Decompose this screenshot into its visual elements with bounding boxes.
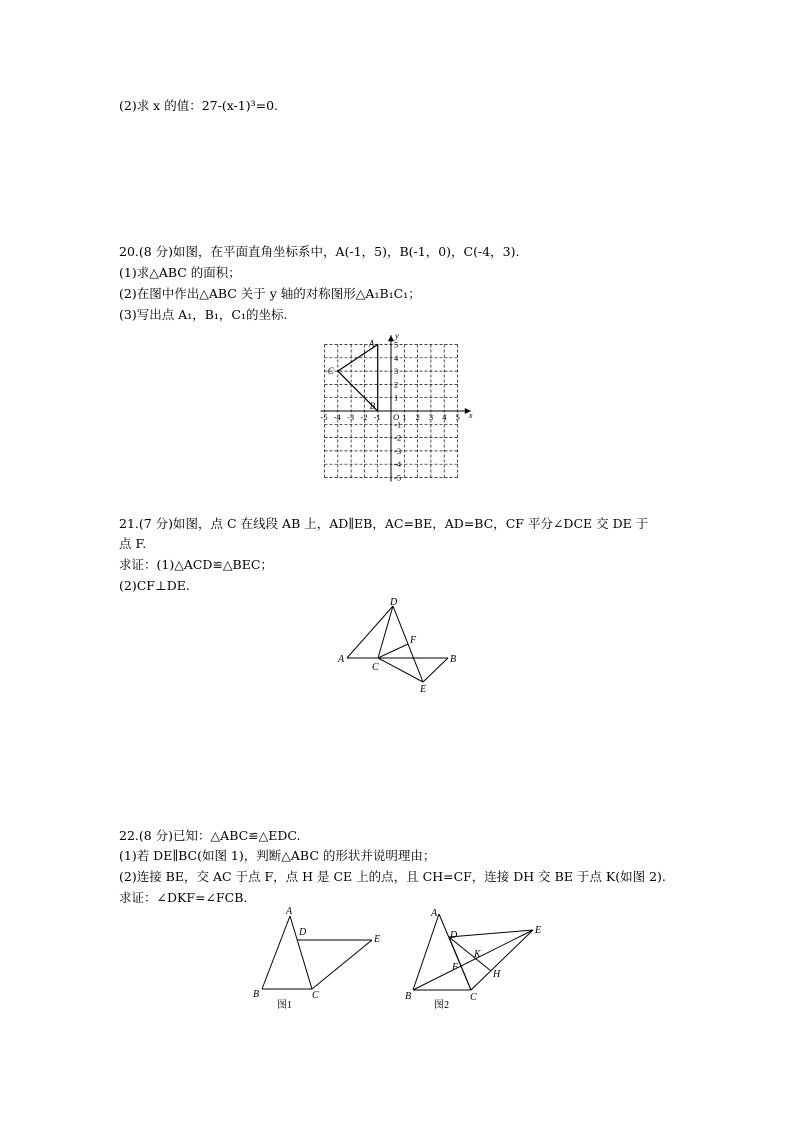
x-tick-label: -3 bbox=[347, 412, 355, 422]
q22-figure-1 bbox=[248, 905, 388, 1013]
x-tick-label: 1 bbox=[402, 412, 407, 422]
label-c: C bbox=[470, 992, 477, 1003]
q20-part2: (2)在图中作出△ABC 关于 y 轴的对称图形△A₁B₁C₁； bbox=[119, 286, 421, 301]
q21-header: 21.(7 分)如图，点 C 在线段 AB 上，AD∥EB，AC=BE，AD=BC，CF 平分∠DCE 交 DE 于 bbox=[119, 516, 649, 531]
label-b: B bbox=[405, 991, 412, 1002]
x-tick-label: -5 bbox=[320, 412, 328, 422]
q20-header: 20.(8 分)如图，在平面直角坐标系中，A(-1，5)，B(-1，0)，C(-4，3). bbox=[119, 244, 520, 259]
segment-cf bbox=[378, 644, 408, 658]
y-tick-label: 1 bbox=[394, 392, 399, 403]
label-c: C bbox=[372, 662, 379, 673]
triangle-abc bbox=[328, 339, 378, 412]
fig2-caption: 图2 bbox=[434, 1000, 449, 1011]
label-d: D bbox=[450, 930, 458, 941]
x-tick-label: -4 bbox=[333, 412, 341, 422]
label-e: E bbox=[420, 684, 427, 695]
y-tick-label: -1 bbox=[394, 419, 402, 430]
x-tick-label: 4 bbox=[442, 412, 447, 422]
label-e: E bbox=[374, 934, 381, 945]
label-d: D bbox=[299, 927, 307, 938]
label-a: A bbox=[338, 654, 345, 665]
label-f: F bbox=[410, 635, 417, 646]
q22-figure-2 bbox=[400, 905, 548, 1013]
y-tick-label: 5 bbox=[394, 339, 399, 350]
segment-ab bbox=[262, 916, 290, 989]
point-label-a: A bbox=[368, 338, 375, 349]
point-label-c: C bbox=[327, 366, 334, 377]
point-label-b: B bbox=[369, 401, 376, 411]
q20-coordinate-figure bbox=[315, 330, 475, 486]
y-tick-label: 3 bbox=[394, 366, 399, 377]
y-tick-label: -3 bbox=[394, 445, 402, 456]
segment-be bbox=[423, 658, 448, 682]
label-k: K bbox=[474, 949, 481, 960]
origin-label: O bbox=[393, 412, 400, 422]
label-c: C bbox=[312, 990, 319, 1001]
q22-prove: 求证：∠DKF=∠FCB. bbox=[119, 890, 248, 905]
q20-part1: (1)求△ABC 的面积； bbox=[119, 265, 241, 280]
x-tick-label: 2 bbox=[415, 412, 420, 422]
x-tick-label: -1 bbox=[373, 412, 381, 422]
y-tick-label: -2 bbox=[394, 432, 402, 443]
y-tick-label: 4 bbox=[394, 352, 399, 363]
segment-ce bbox=[312, 940, 372, 989]
q21-figure bbox=[330, 595, 460, 695]
q21-prove: 求证：(1)△ACD≌△BEC； bbox=[119, 557, 273, 572]
x-tick-label: 3 bbox=[428, 412, 434, 422]
segment-ce bbox=[471, 930, 533, 990]
q19-part2: (2)求 x 的值：27-(x-1)³=0. bbox=[119, 98, 279, 113]
x-axis-label: x bbox=[468, 410, 473, 420]
q20-part3: (3)写出点 A₁，B₁，C₁的坐标. bbox=[119, 307, 288, 322]
label-h: H bbox=[493, 969, 501, 980]
axis-tick-labels bbox=[321, 331, 473, 483]
label-a: A bbox=[286, 906, 293, 917]
label-f: F bbox=[452, 962, 459, 973]
fig1-caption: 图1 bbox=[277, 1000, 292, 1011]
x-tick-label: 5 bbox=[455, 412, 460, 422]
segment-ad bbox=[347, 606, 393, 658]
q21-header-cont: 点 F. bbox=[119, 536, 147, 551]
x-tick-label: -2 bbox=[360, 412, 368, 422]
label-d: D bbox=[390, 597, 398, 608]
label-e: E bbox=[535, 925, 542, 936]
segment-ce bbox=[378, 658, 423, 682]
q21-part2: (2)CF⊥DE. bbox=[119, 578, 190, 593]
label-b: B bbox=[450, 654, 457, 665]
y-tick-label: -5 bbox=[394, 472, 402, 483]
q22-part1: (1)若 DE∥BC(如图 1)，判断△ABC 的形状并说明理由； bbox=[119, 848, 436, 863]
q22-header: 22.(8 分)已知：△ABC≌△EDC. bbox=[119, 828, 301, 843]
segment-be bbox=[413, 930, 533, 990]
label-b: B bbox=[253, 989, 260, 1000]
label-a: A bbox=[431, 908, 438, 919]
q22-part2: (2)连接 BE，交 AC 于点 F，点 H 是 CE 上的点，且 CH=CF，连接 DH 交 BE 于点 K(如图 2). bbox=[119, 869, 666, 884]
y-tick-label: 2 bbox=[394, 379, 399, 390]
y-tick-label: -4 bbox=[394, 459, 402, 470]
y-axis-label: y bbox=[395, 330, 399, 341]
